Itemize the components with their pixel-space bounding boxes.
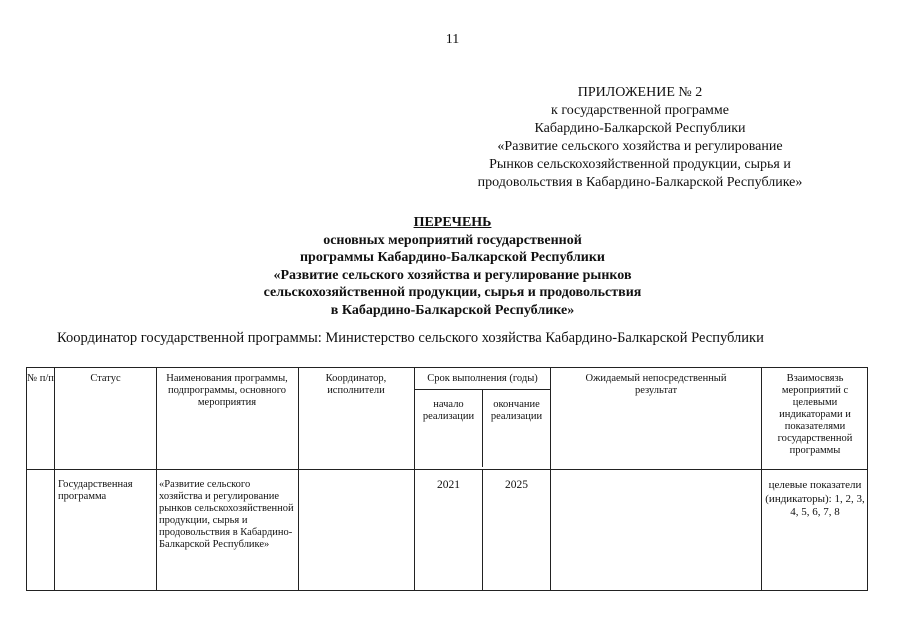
appendix-heading: ПРИЛОЖЕНИЕ № 2 [577, 85, 703, 100]
title-line: сельскохозяйственной продукции, сырья и продовольствия [263, 285, 642, 300]
title-line: программы Кабардино-Балкарской Республики [299, 250, 606, 265]
header-coordinator: Координатор, исполнители [325, 373, 387, 396]
title-heading: ПЕРЕЧЕНЬ [413, 215, 492, 230]
column-divider [156, 368, 157, 590]
header-num: № п/п [27, 373, 54, 384]
title-line: основных мероприятий государственной [323, 232, 582, 248]
row-start-year: 2021 [437, 479, 460, 491]
document-title [150, 214, 755, 319]
row-end-year: 2025 [505, 479, 528, 491]
column-divider [54, 368, 55, 590]
appendix-block [430, 84, 850, 192]
header-names: Наименования программы, подпрограммы, основного мероприятия [166, 373, 288, 408]
appendix-line: продовольствия в Кабардино-Балкарской Республике» [477, 175, 803, 190]
header-link: Взаимосвязь мероприятий с целевыми индикаторами и показателями государственной программы [777, 373, 853, 456]
appendix-line: Рынков сельскохозяйственной продукции, сырья и [489, 157, 791, 172]
row-name: «Развитие сельского хозяйства и регулирование рынков сельскохозяйственной продукции, сырья и продовольствия в Кабардино-Балкарской Республике» [159, 479, 294, 550]
header-status: Статус [90, 373, 121, 384]
column-divider [298, 368, 299, 590]
row-link: целевые показатели (индикаторы): 1, 2, 3, 4, 5, 6, 7, 8 [765, 479, 865, 518]
column-divider [550, 368, 551, 590]
row-status: Государственная программа [58, 479, 133, 502]
coordinator-line: Координатор государственной программы: Министерство сельского хозяйства Кабардино-Балкарской Республики [57, 330, 764, 346]
appendix-line: Кабардино-Балкарской Республики [534, 121, 746, 136]
header-period: Срок выполнения (годы) [427, 373, 538, 384]
header-period-end: окончание реализации [490, 399, 543, 422]
header-period-start: начало реализации [422, 399, 475, 422]
appendix-line: «Развитие сельского хозяйства и регулирование [497, 139, 783, 154]
page-number: 11 [445, 32, 460, 47]
title-line: в Кабардино-Балкарской Республике» [330, 302, 575, 318]
header-result: Ожидаемый непосредственный результат [585, 373, 727, 396]
measures-table [26, 367, 868, 591]
title-line: «Развитие сельского хозяйства и регулирование рынков [273, 267, 632, 283]
appendix-line: к государственной программе [551, 103, 729, 118]
row-divider [27, 469, 867, 470]
column-divider [761, 368, 762, 590]
